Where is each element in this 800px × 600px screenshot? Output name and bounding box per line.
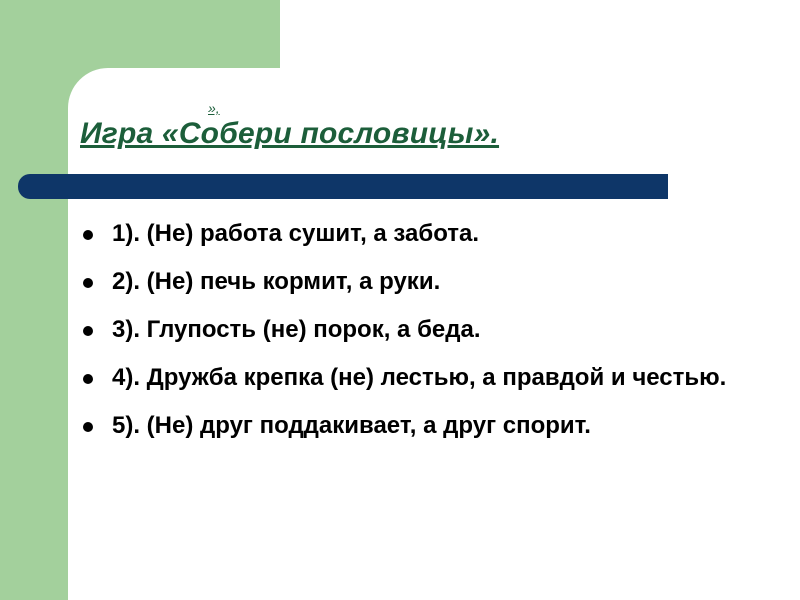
list-item-text: 5). (Не) друг поддакивает, а друг спорит. bbox=[112, 412, 591, 439]
list-item bbox=[80, 311, 780, 349]
title-divider-bar bbox=[18, 174, 668, 199]
bullet-icon bbox=[83, 374, 93, 384]
proverb-list bbox=[80, 215, 780, 455]
list-item bbox=[80, 215, 780, 253]
bullet-icon bbox=[83, 230, 93, 240]
list-item-text: 3). Глупость (не) порок, а беда. bbox=[112, 316, 481, 343]
list-item-text: 2). (Не) печь кормит, а руки. bbox=[112, 268, 441, 295]
title-mark: », bbox=[208, 100, 220, 116]
list-item bbox=[80, 407, 780, 445]
bullet-icon bbox=[83, 422, 93, 432]
bullet-icon bbox=[83, 278, 93, 288]
list-item-text: 1). (Не) работа сушит, а забота. bbox=[112, 220, 480, 247]
bullet-icon bbox=[83, 326, 93, 336]
list-item bbox=[80, 263, 780, 301]
list-item-text: 4). Дружба крепка (не) лестью, а правдой и честью. bbox=[112, 364, 727, 391]
list-item bbox=[80, 359, 780, 397]
slide-title: Игра «Собери пословицы». bbox=[80, 117, 500, 150]
